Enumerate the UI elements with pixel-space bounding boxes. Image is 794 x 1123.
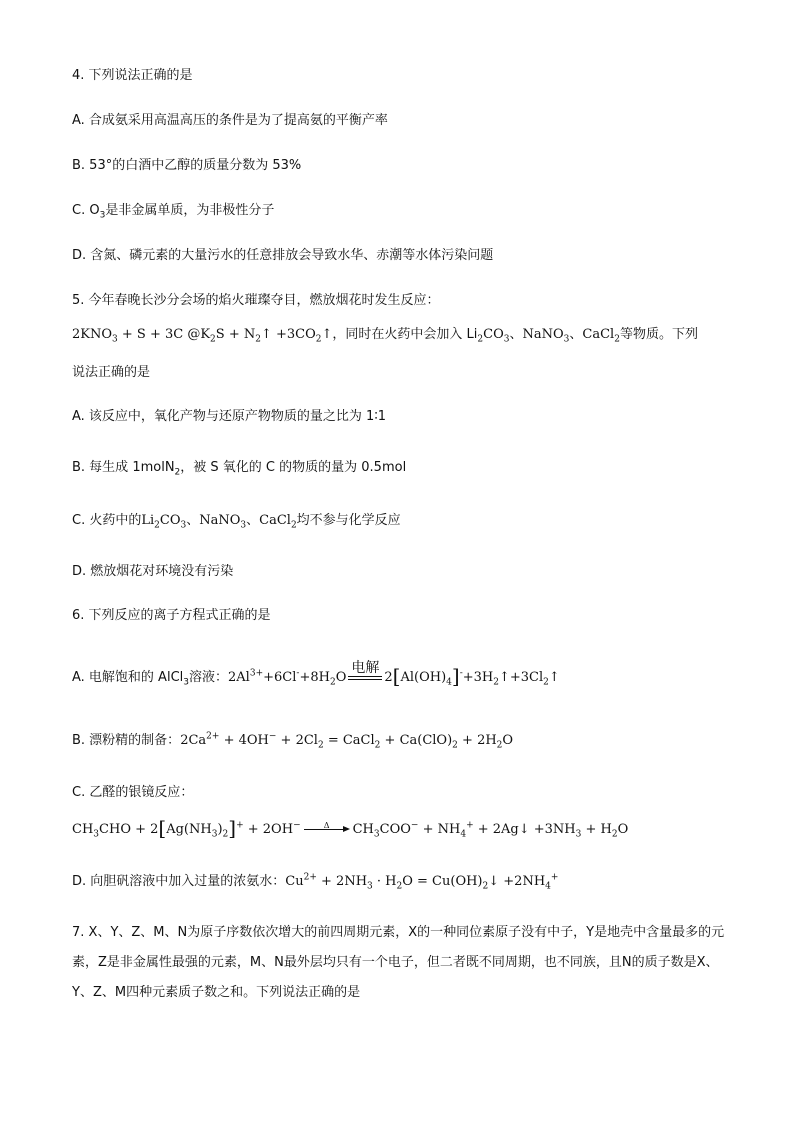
q6-option-c: C. 乙醛的银镜反应：: [72, 785, 194, 800]
q6-option-a: A. 电解饱和的 AlCl$_3$溶液：$2Al^{3+}+6Cl^-+8H_2O$ 电解 $2[Al(OH)_4]^-+3H_2↑+3Cl_2↑$: [72, 659, 560, 688]
q4-stem: 4. 下列说法正确的是: [72, 68, 193, 83]
q6-option-d: D. 向胆矾溶液中加入过量的浓氨水：$Cu^{2+} + 2NH_3 \cdot H_2O$ = $Cu(OH)_2↓ +2NH_4^+$: [72, 872, 559, 892]
electrolysis-condition: 电解: [348, 676, 382, 680]
q6-option-b: B. 漂粉精的制备：$2Ca^{2+} + 4OH^- + 2Cl_2$ = CaCl$_2$ + $Ca(ClO)_2 + 2H_2O$: [72, 731, 514, 751]
q5-option-a: A. 该反应中，氧化产物与还原产物物质的量之比为 1∶1: [72, 409, 386, 424]
q4-option-a: A. 合成氨采用高温高压的条件是为了提高氨的平衡产率: [72, 113, 388, 128]
q7-stem: 7. X、Y、Z、M、N为原子序数依次增大的前四周期元素，X的一种同位素原子没有中子，Y是地壳中含量最多的元素，Z是非金属性最强的元素，M、N最外层均只有一个电子，但二者既不同周期，也不同族，且N的质子数是X、Y、Z、M四种元素质子数之和。下列说法正确的是: [72, 925, 725, 1000]
q5-stem: 5. 今年春晚长沙分会场的焰火璀璨夺目，燃放烟花时发生反应：: [72, 293, 440, 308]
q4-option-b: B. 53°的白酒中乙醇的质量分数为 53%: [72, 158, 302, 173]
q4-option-d: D. 含氮、磷元素的大量污水的任意排放会导致水华、赤潮等水体污染问题: [72, 248, 494, 263]
heat-arrow: Δ: [304, 829, 350, 830]
q5-option-d: D. 燃放烟花对环境没有污染: [72, 564, 234, 579]
q4-option-c: C. $O_3$是非金属单质，为非极性分子: [72, 203, 275, 221]
q6-stem: 6. 下列反应的离子方程式正确的是: [72, 608, 271, 623]
q5-stem-continued: 说法正确的是: [72, 365, 151, 380]
q5-equation-line: $2KNO_3 + S + 3C$ $@K_2S$ + $N_2↑$ $+3CO_2↑$，同时在火药中会加入 $Li_2CO_3$、NaNO$_3$、CaCl$_2$等物质。下列: [72, 327, 698, 345]
q5-option-c: C. 火药中的$Li_2CO_3$、NaNO$_3$、CaCl$_2$均不参与化学反应: [72, 513, 401, 531]
q5-option-b: B. 每生成 1molN$_2$，被 S 氧化的 C 的物质的量为 0.5mol: [72, 460, 407, 478]
q6-option-c-equation: $CH_3CHO + 2[Ag(NH_3)_2]^+ + 2OH^-$ Δ $CH_3COO^- + NH_4^+$ + 2Ag↓ $+3NH_3 + H_2O$: [72, 816, 629, 840]
